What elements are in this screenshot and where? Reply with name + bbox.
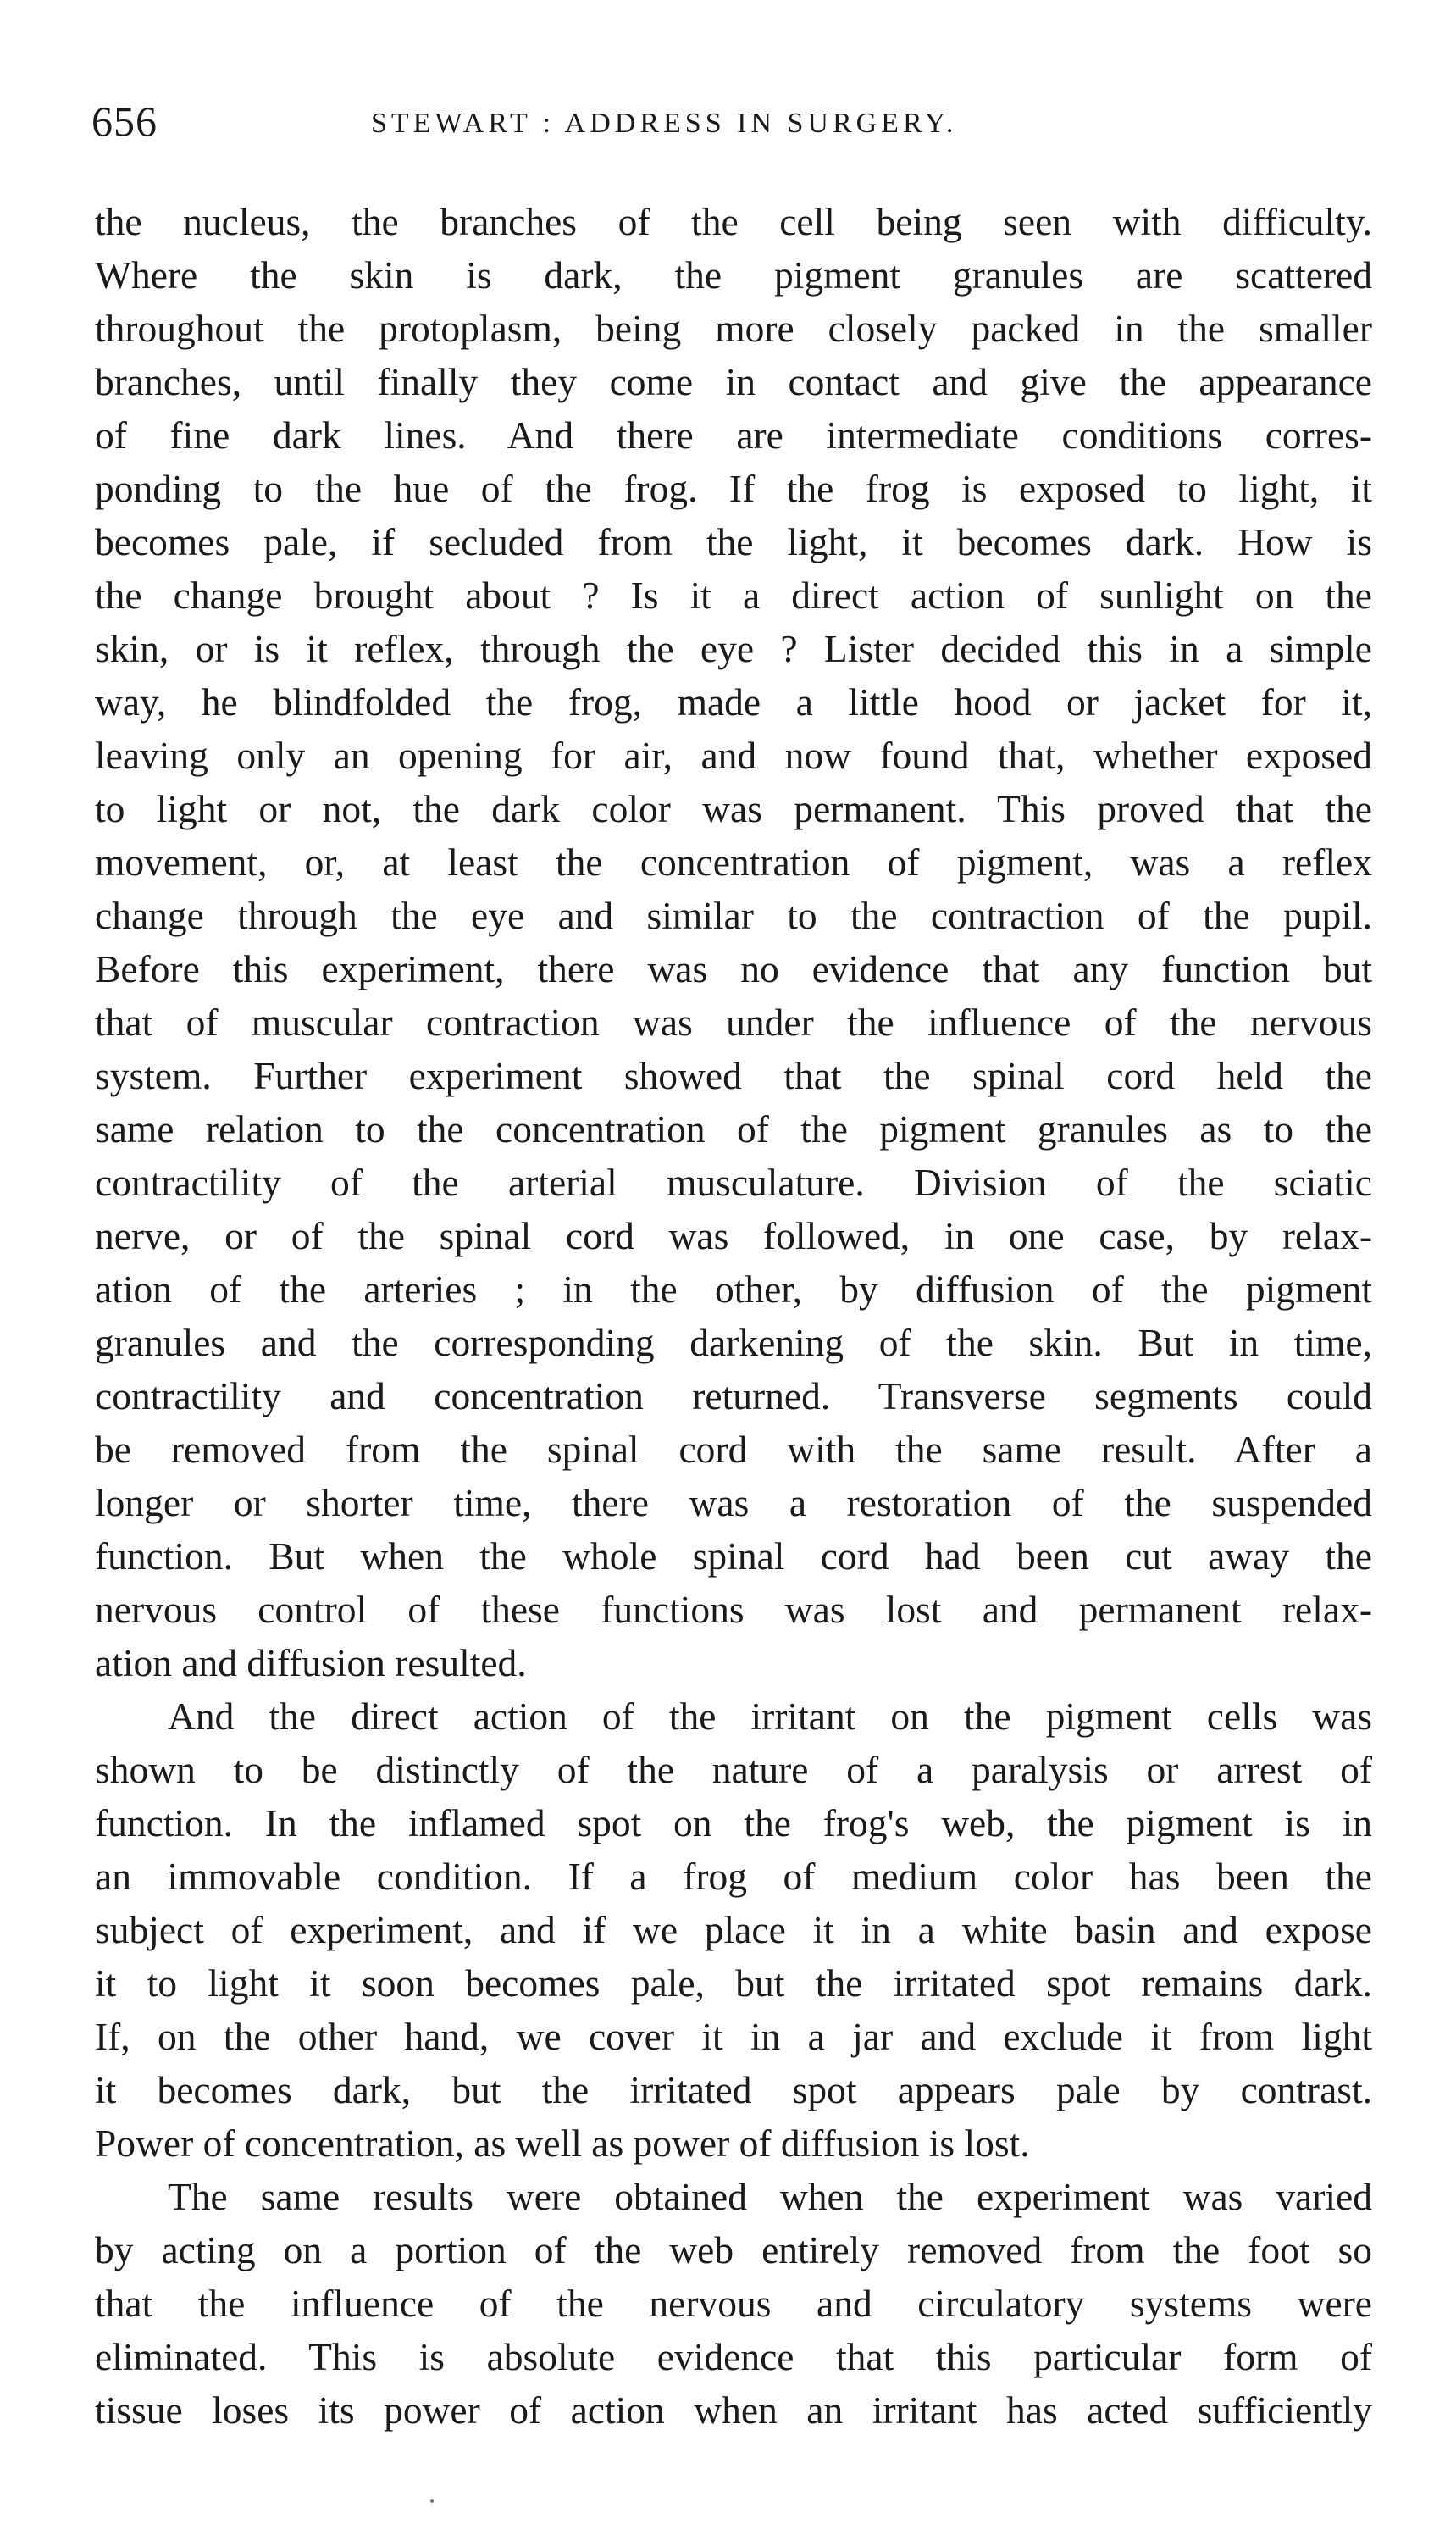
text-line: Where the skin is dark, the pigment granules are scattered [95, 253, 1372, 297]
text-line: of fine dark lines. And there are intermediate conditions corres- [95, 413, 1372, 457]
text-line: throughout the protoplasm, being more closely packed in the smaller [95, 307, 1372, 350]
text-line: nervous control of these functions was lost and permanent relax- [95, 1588, 1372, 1631]
text-line: granules and the corresponding darkening of the skin. But in time, [95, 1321, 1372, 1364]
text-line: be removed from the spinal cord with the same result. After a [95, 1428, 1372, 1471]
page-header [91, 92, 1372, 151]
text-line: change through the eye and similar to the contraction of the pupil. [95, 894, 1372, 937]
text-line: tissue loses its power of action when an irritant has acted sufficiently [95, 2388, 1372, 2432]
text-line: longer or shorter time, there was a restoration of the suspended [95, 1481, 1372, 1524]
text-line: movement, or, at least the concentration of pigment, was a reflex [95, 840, 1372, 884]
text-line: that of muscular contraction was under the influence of the nervous [95, 1001, 1372, 1044]
text-line: an immovable condition. If a frog of medium color has been the [95, 1855, 1372, 1898]
text-line: Before this experiment, there was no evidence that any function but [95, 947, 1372, 990]
text-line: Power of concentration, as well as power of diffusion is lost. [95, 2122, 1030, 2165]
text-line: function. But when the whole spinal cord had been cut away the [95, 1534, 1372, 1578]
paragraph-2 [95, 1689, 1372, 2170]
text-line: The same results were obtained when the experiment was varied [168, 2175, 1372, 2218]
page-number: 656 [91, 97, 158, 145]
text-line: skin, or is it reflex, through the eye ? Lister decided this in a simple [95, 627, 1372, 670]
text-line: it becomes dark, but the irritated spot appears pale by contrast. [95, 2068, 1372, 2111]
text-line: nerve, or of the spinal cord was followed, in one case, by relax- [95, 1214, 1372, 1257]
paragraph-3 [95, 2170, 1372, 2437]
paragraph-1 [95, 195, 1372, 1689]
text-line: the nucleus, the branches of the cell being seen with difficulty. [95, 200, 1372, 243]
text-line: it to light it soon becomes pale, but the irritated spot remains dark. [95, 1961, 1372, 2005]
text-line: ponding to the hue of the frog. If the frog is exposed to light, it [95, 467, 1372, 510]
text-line: ation and diffusion resulted. [95, 1641, 527, 1684]
text-line: the change brought about ? Is it a direct action of sunlight on the [95, 574, 1372, 617]
text-line: way, he blindfolded the frog, made a little hood or jacket for it, [95, 680, 1372, 724]
text-line: eliminated. This is absolute evidence that this particular form of [95, 2335, 1372, 2378]
text-line: to light or not, the dark color was permanent. This proved that the [95, 787, 1372, 830]
running-head: STEWART : ADDRESS IN SURGERY. [371, 108, 958, 139]
body-text [95, 195, 1372, 2437]
text-line: branches, until finally they come in contact and give the appearance [95, 360, 1372, 403]
text-line: shown to be distinctly of the nature of a paralysis or arrest of [95, 1748, 1372, 1791]
text-line: contractility of the arterial musculature. Division of the sciatic [95, 1161, 1372, 1204]
footer-speck [430, 2499, 434, 2503]
text-line: leaving only an opening for air, and now found that, whether exposed [95, 734, 1372, 777]
text-line: becomes pale, if secluded from the light, it becomes dark. How is [95, 520, 1372, 563]
text-line: system. Further experiment showed that the spinal cord held the [95, 1054, 1372, 1097]
text-line: subject of experiment, and if we place it in a white basin and expose [95, 1908, 1372, 1951]
text-line: same relation to the concentration of the pigment granules as to the [95, 1107, 1372, 1151]
text-line: that the influence of the nervous and circulatory systems were [95, 2282, 1372, 2325]
text-line: by acting on a portion of the web entirely removed from the foot so [95, 2228, 1372, 2271]
text-line: ation of the arteries ; in the other, by diffusion of the pigment [95, 1267, 1372, 1311]
text-line: function. In the inflamed spot on the frog's web, the pigment is in [95, 1801, 1372, 1844]
text-line: contractility and concentration returned. Transverse segments could [95, 1374, 1372, 1417]
text-line: If, on the other hand, we cover it in a jar and exclude it from light [95, 2015, 1372, 2058]
text-line: And the direct action of the irritant on the pigment cells was [168, 1695, 1372, 1738]
